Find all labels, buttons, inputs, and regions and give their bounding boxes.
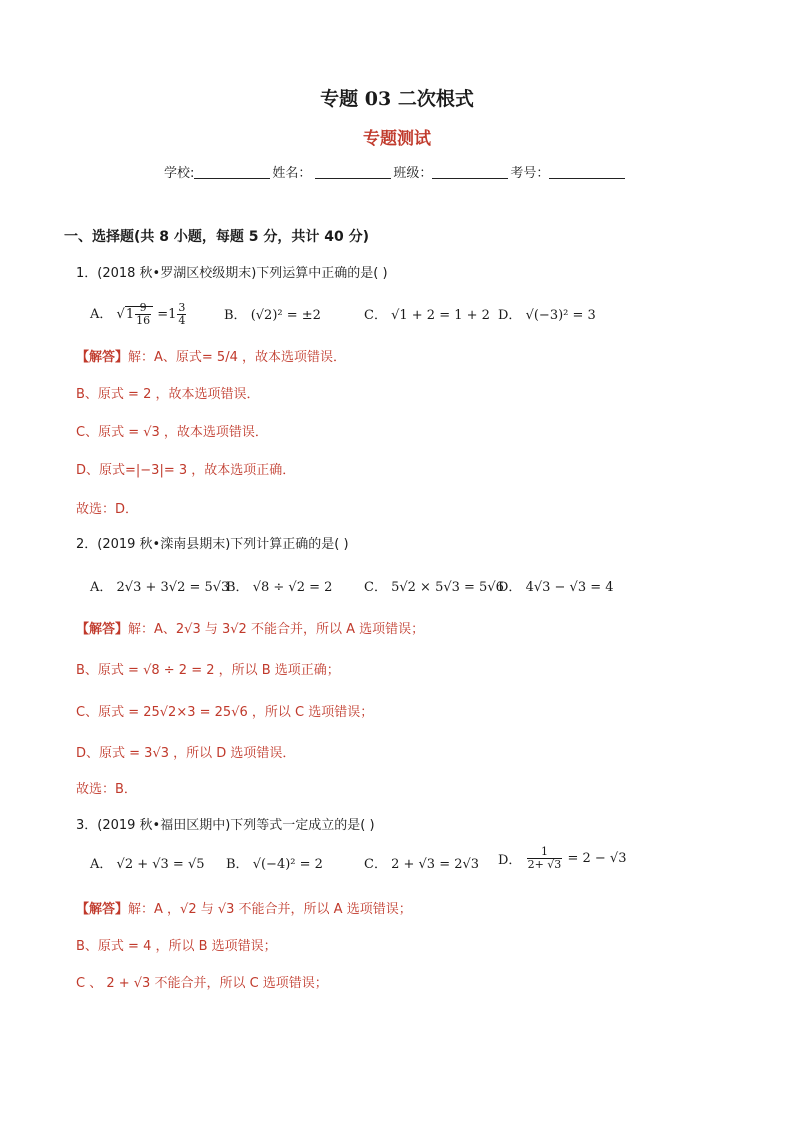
option-letter: C．: [364, 308, 387, 323]
name-blank[interactable]: [315, 165, 391, 179]
exam-no-blank[interactable]: [549, 165, 625, 179]
q2-option-d[interactable]: [498, 576, 614, 595]
option-math: √(−4)² = 2: [252, 857, 323, 872]
q3-option-d-math: $\frac{1}{2+ √3}$ = 2 − √3: [527, 845, 627, 871]
q3-option-b[interactable]: [226, 853, 323, 872]
exam-no-label: 考号：: [510, 166, 550, 181]
option-letter: B．: [226, 857, 249, 872]
q3-answer-line-1: [76, 898, 412, 917]
answer-text: 解：A ，√2 与 √3 不能合并，所以 A 选项错误；: [128, 902, 412, 917]
q1-answer-line-5: 故选：D．: [76, 502, 139, 517]
option-math: 2√3 + 3√2 = 5√3: [116, 580, 230, 595]
option-letter: A．: [90, 580, 113, 595]
option-math: √2 + √3 = √5: [116, 857, 205, 872]
q1-option-b[interactable]: [224, 304, 321, 323]
answer-text: 解：A、2√3 与 3√2 不能合并，所以 A 选项错误；: [128, 622, 425, 637]
name-label: 姓名：: [272, 166, 312, 181]
option-math: √1 + 2 = 1 + 2: [391, 308, 490, 323]
q2-option-a[interactable]: [90, 576, 229, 595]
option-letter: C．: [364, 857, 387, 872]
q1-answer-line-1: [76, 346, 346, 365]
option-letter: C．: [364, 580, 387, 595]
option-math: (√2)² = ±2: [250, 308, 321, 323]
class-blank[interactable]: [432, 165, 508, 179]
q1-answer-line-3: C、原式 = √3 ，故本选项错误．: [76, 425, 268, 440]
page-title: 专题 03 二次根式: [320, 88, 474, 110]
question-3-stem: 3．(2019 秋•福田区期中)下列等式一定成立的是( ): [76, 818, 375, 833]
question-2-stem: 2．(2019 秋•滦南县期末)下列计算正确的是( ): [76, 537, 349, 552]
q1-option-a[interactable]: [90, 302, 187, 327]
q1-answer-line-4: D、原式=|−3|= 3 ，故本选项正确．: [76, 463, 296, 478]
q1-option-c[interactable]: [364, 304, 490, 323]
option-letter: D．: [498, 580, 522, 595]
q1-option-a-math: √1 $\frac{9}{16}$ =1 $\frac{3}{4}$: [116, 301, 186, 327]
option-letter: A．: [90, 857, 113, 872]
q2-answer-line-2: B、原式 = √8 ÷ 2 = 2 ，所以 B 选项正确；: [76, 663, 340, 678]
question-1-stem: 1．(2018 秋•罗湖区校级期末)下列运算中正确的是( ): [76, 266, 388, 281]
q3-answer-line-3: C 、 2 + √3 不能合并，所以 C 选项错误；: [76, 976, 328, 991]
answer-tag: 【解答】: [76, 902, 129, 917]
q3-option-c[interactable]: [364, 853, 479, 872]
q2-option-c[interactable]: [364, 576, 504, 595]
option-letter: D．: [498, 853, 522, 868]
q2-answer-line-5: 故选：B．: [76, 782, 137, 797]
option-letter: D．: [498, 308, 522, 323]
option-math: √(−3)² = 3: [525, 308, 596, 323]
q3-answer-line-2: B、原式 = 4 ，所以 B 选项错误；: [76, 939, 277, 954]
q1-option-d[interactable]: [498, 304, 596, 323]
option-math: √8 ÷ √2 = 2: [252, 580, 333, 595]
q3-option-a[interactable]: [90, 853, 205, 872]
option-math: 2 + √3 = 2√3: [391, 857, 480, 872]
class-label: 班级：: [393, 166, 433, 181]
answer-tag: 【解答】: [76, 350, 129, 365]
option-math: 4√3 − √3 = 4: [525, 580, 614, 595]
answer-text: 解：A、原式= 5/4 ，故本选项错误．: [128, 350, 346, 365]
q2-answer-line-1: [76, 618, 424, 637]
option-letter: B．: [226, 580, 249, 595]
option-math: 5√2 × 5√3 = 5√6: [391, 580, 504, 595]
option-letter: B．: [224, 308, 247, 323]
q1-answer-line-2: B、原式 = 2 ，故本选项错误．: [76, 387, 260, 402]
q2-answer-line-3: C、原式 = 25√2×3 = 25√6 ，所以 C 选项错误；: [76, 705, 374, 720]
q2-answer-line-4: D、原式 = 3√3 ，所以 D 选项错误．: [76, 746, 296, 761]
answer-tag: 【解答】: [76, 622, 129, 637]
school-label: 学校:: [164, 166, 195, 181]
page-subtitle: 专题测试: [363, 129, 431, 149]
section-title: 一、选择题(共 8 小题，每题 5 分，共计 40 分): [64, 229, 370, 245]
option-math: = 2 − √3: [567, 851, 627, 866]
option-math: =1: [157, 307, 177, 322]
school-blank[interactable]: [194, 165, 270, 179]
option-letter: A．: [90, 307, 113, 322]
student-info-line: [164, 162, 627, 181]
q2-option-b[interactable]: [226, 576, 332, 595]
q3-option-d[interactable]: [498, 846, 626, 871]
